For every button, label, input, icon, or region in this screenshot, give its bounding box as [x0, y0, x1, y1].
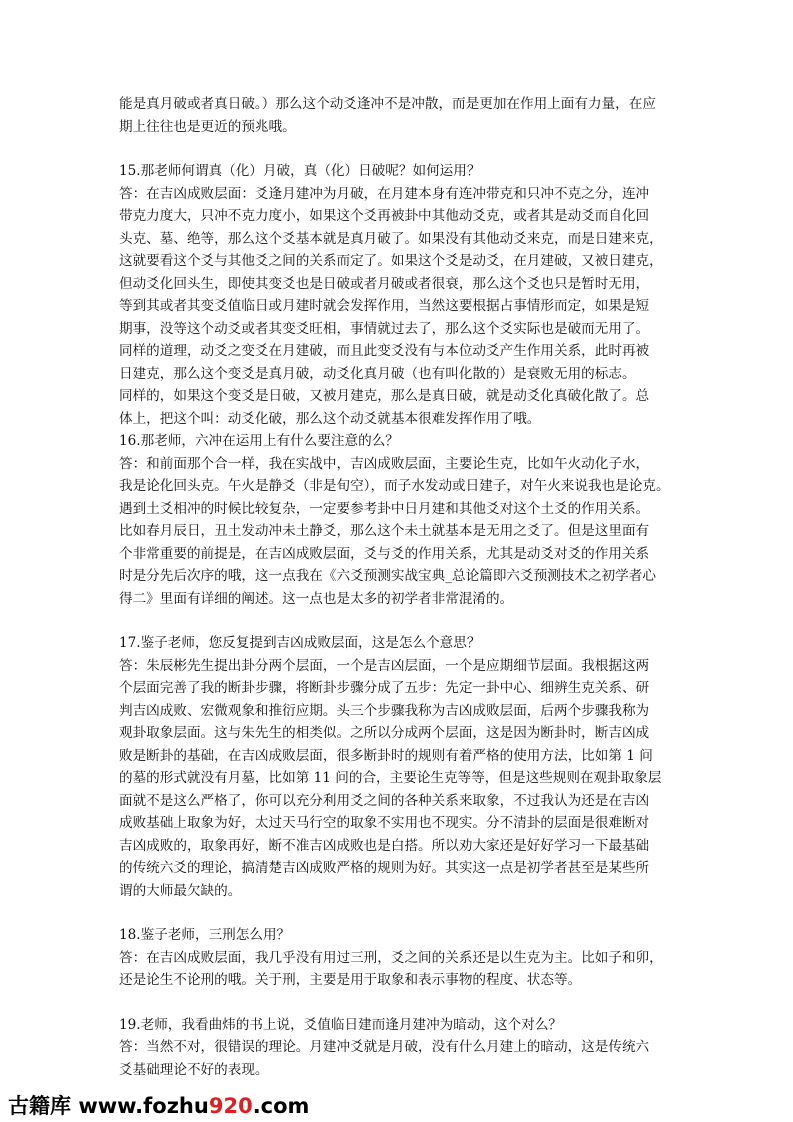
text-line: 爻基础理论不好的表现。	[119, 1061, 269, 1078]
text-line: 15.那老师何谓真（化）月破，真（化）日破呢？如何运用？	[119, 163, 481, 179]
text-line: 同样的道理，动爻之变爻在月建破，而且此变爻没有与本位动爻产生作用关系，此时再被	[119, 343, 650, 359]
text-line: 还是论生不论刑的哦。关于刑，主要是用于取象和表示事物的程度、状态等。	[119, 972, 582, 988]
text-line: 谓的大师最欠缺的。	[119, 882, 242, 899]
text-line: 答：当然不对，很错误的理论。月建冲爻就是月破，没有什么月建上的暗动，这是传统六	[119, 1039, 650, 1055]
text-line: 17.鉴子老师，您反复提到吉凶成败层面，这是怎么个意思？	[119, 635, 481, 651]
text-line: 头克、墓、绝等，那么这个爻基本就是真月破了。如果没有其他动爻来克，而是日建来克，	[119, 230, 663, 247]
paragraph-gap	[119, 138, 681, 160]
paragraph-gap	[119, 902, 681, 924]
text-block	[119, 160, 681, 430]
text-line: 的墓的形式就没有月墓，比如第 11 问的合，主要论生克等等，但是这些规则在观卦取象层	[119, 770, 662, 786]
text-line: 得二》里面有详细的阐述。这一点也是太多的初学者非常混淆的。	[119, 590, 514, 607]
text-line: 个层面完善了我的断卦步骤，将断卦步骤分成了五步：先定一卦中心、细辨生克关系、研	[119, 680, 650, 696]
text-line: 我是论化回头克。午火是静爻（非是旬空），而子水发动或日建子，对午火来说我也是论克。	[119, 478, 670, 494]
text-line: 能是真月破或者真日破。）那么这个动爻逢冲不是冲散，而是更加在作用上面有力量，在应	[119, 96, 656, 112]
footer-watermark	[8, 1090, 309, 1120]
text-line: 这就要看这个爻与其他爻之间的关系而定了。如果这个爻是动爻，在月建破，又被日建克，	[119, 253, 663, 269]
text-line: 16.那老师，六冲在运用上有什么要注意的么？	[119, 433, 399, 449]
text-line: 日建克，那么这个变爻是真月破，动爻化真月破（也有叫化散的）是衰败无用的标志。	[119, 365, 636, 382]
text-block	[119, 1014, 681, 1082]
text-line: 的传统六爻的理论，搞清楚吉凶成败严格的规则为好。其实这一点是初学者甚至是某些所	[119, 860, 650, 876]
text-line: 判吉凶成败、宏微观象和推衍应期。头三个步骤我称为吉凶成败层面，后两个步骤我称为	[119, 702, 650, 719]
text-line: 答：朱辰彬先生提出卦分两个层面，一个是吉凶层面，一个是应期细节层面。我根据这两	[119, 657, 650, 674]
text-line: 时是分先后次序的哦，这一点我在《六爻预测实战宝典_总论篇即六爻预测技术之初学者心	[119, 568, 656, 584]
text-line: 遇到土爻相冲的时候比较复杂，一定要参考卦中日月建和其他爻对这个土爻的作用关系。	[119, 500, 650, 517]
text-line: 吉凶成败的，取象再好，断不准吉凶成败也是白搭。所以劝大家还是好好学习一下最基础	[119, 837, 650, 854]
text-line: 观卦取象层面。这与朱先生的相类似。之所以分成两个层面，这是因为断卦时，断吉凶成	[119, 725, 650, 741]
text-line: 但动爻化回头生，即使其变爻也是日破或者月破或者很衰，那么这个爻也只是暂时无用，	[119, 275, 650, 292]
text-block	[119, 93, 681, 138]
site-url	[78, 1094, 309, 1118]
text-line: 19.老师，我看曲炜的书上说，爻值临日建而逢月建冲为暗动，这个对么？	[119, 1016, 563, 1033]
text-block	[119, 632, 681, 902]
text-line: 答：在吉凶成败层面：爻逢月建冲为月破，在月建本身有连冲带克和只冲不克之分，连冲	[119, 185, 650, 202]
text-line: 18.鉴子老师，三刑怎么用？	[119, 927, 291, 943]
text-line: 面就不是这么严格了，你可以充分利用爻之间的各种关系来取象，不过我认为还是在吉凶	[119, 792, 650, 809]
text-line: 败是断卦的基础，在吉凶成败层面，很多断卦时的规则有着严格的使用方法，比如第 1 问	[119, 747, 653, 764]
text-line: 带克力度大，只冲不克力度小，如果这个爻再被卦中其他动爻克，或者其是动爻而自化回	[119, 208, 650, 224]
text-line: 比如春月辰日，丑土发动冲未土静爻，那么这个未土就基本是无用之爻了。但是这里面有	[119, 523, 650, 539]
text-line: 期事，没等这个动爻或者其变爻旺相，事情就过去了，那么这个爻实际也是破而无用了。	[119, 320, 650, 337]
text-block	[119, 924, 681, 992]
text-line: 个非常重要的前提是，在吉凶成败层面，爻与爻的作用关系，尤其是动爻对爻的作用关系	[119, 545, 650, 562]
text-line: 同样的，如果这个变爻是日破，又被月建克，那么是真日破，就是动爻化真破化散了。总	[119, 388, 650, 404]
paragraph-gap	[119, 992, 681, 1014]
url-prefix: www.fozhu	[78, 1094, 209, 1118]
text-line: 答：在吉凶成败层面，我几乎没有用过三刑，爻之间的关系还是以生克为主。比如子和卯，	[119, 949, 663, 966]
document-body	[119, 93, 681, 1081]
text-line: 成败基础上取象为好，太过天马行空的取象不实用也不现实。分不清卦的层面是很难断对	[119, 815, 650, 831]
url-number: 920	[208, 1094, 253, 1118]
text-line: 体上，把这个叫：动爻化破，那么这个动爻就基本很难发挥作用了哦。	[119, 410, 541, 427]
text-line: 期上往往也是更近的预兆哦。	[119, 118, 296, 135]
paragraph-gap	[119, 610, 681, 632]
url-suffix: .com	[252, 1094, 310, 1118]
site-name: 古籍库	[8, 1094, 71, 1118]
text-block	[119, 430, 681, 610]
text-line: 答：和前面那个合一样，我在实战中，吉凶成败层面，主要论生克，比如午火动化子水，	[119, 455, 650, 472]
text-line: 等到其或者其变爻值临日或月建时就会发挥作用，当然这要根据占事情形而定，如果是短	[119, 298, 650, 314]
